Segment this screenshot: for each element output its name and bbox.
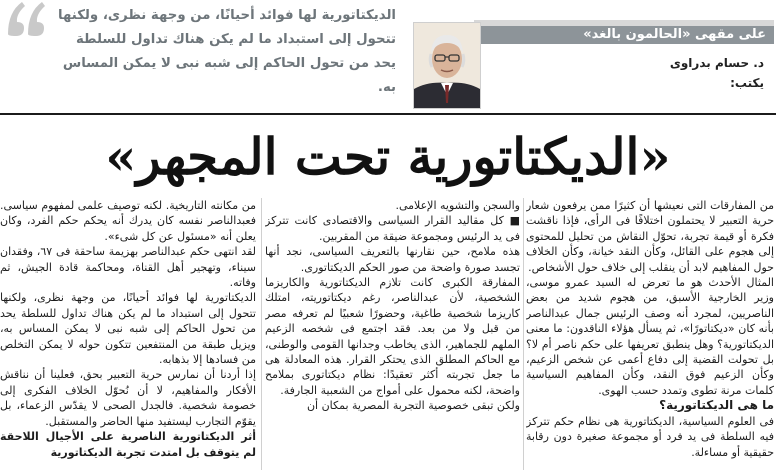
paragraph: فى العلوم السياسية، الديكتاتورية هى نظام حكم تتركز فيه السلطة فى يد فرد أو مجموعة صغيرة دون رقابة حقيقية أو مساءلة. [526,414,774,459]
column-title-banner [474,20,774,44]
column-rule [261,198,262,470]
paragraph: المفارقة الكبرى كانت تلازم الديكتاتورية والكاريزما الشخصية، لأن عبدالناصر، رغم ديكتاتوريته، امتلك كاريزما شخصية طاغية، وحضورًا شعبيًا لم تعرفه مصر من قبل ولا من بعد. فقد اجتمع فى شخصه الزعيم الملهم للجماهير، الذى يخاطب وجدانها القومى والوطنى، مع الحاكم المطلق الذى يحتكر القرار. هذه المعادلة هى ما جعل تجربته أكثر تعقيدًا: نظام ديكتاتورى بملامح واضحة، لكنه محمول على أمواج من الشعبية الجارفة. [265,276,520,397]
column-rule [523,198,524,470]
paragraph: إذا أردنا أن نمارس حرية التعبير بحق، فعلينا أن نناقش الأفكار والمفاهيم، لا أن نُحوّل الخلاف الفكرى إلى خصومة شخصية. فالجدل الصحى لا يقدّس الزعماء، بل يقوّم التجارب ليستفيد منها الحاضر والمستقبل. [0,368,256,428]
headline: «الديكتاتورية تحت المجهر» [105,127,671,186]
author-photo [413,22,481,109]
column-title: على مقهى «الحالمون بالغد» [583,27,766,42]
paragraph: الديكتاتورية لها فوائد أحيانًا، من وجهة نظرى، ولكنها تتحول إلى استبداد ما لم يكن هناك تداول للسلطة يحد من تحول الحاكم إلى شبه نبى لا يمكن المساس به، ويزيل طبقة من المنتفعين تتكون حوله لا يمكن التخلص من فسادها إلا بذهابه. [0,291,256,367]
header-divider [0,113,776,115]
paragraph: لقد انتهى حكم عبدالناصر بهزيمة ساحقة فى ٦٧، وفقدان سيناء، وتهجير أهل القناة، ومحاكمة قادة الجيش، ثم وفاته. [0,245,256,290]
paragraph: من المفارقات التى نعيشها أن كثيرًا ممن يرفعون شعار حرية التعبير لا يحتملون اختلافًا فى الرأى، فإذا ناقشت فكرة أو قيمة تجربة، تحوّل النقاش من تحليل للمحتوى إلى هجوم على القائل، وكأن النقد خيانة، وكأن الخلاف حول المفاهيم لابد أن ينقلب إلى خلاف حول الأشخاص. [526,199,774,274]
paragraph: ■ كل مقاليد القرار السياسى والاقتصادى كانت تتركز فى يد الرئيس ومجموعة ضيقة من المقربين. [265,214,520,243]
paragraph: ولكن تبقى خصوصية التجربة المصرية بمكان أن [306,399,520,413]
author-name: د. حسام بدراوى [669,56,764,70]
pull-quote-line: الديكتاتورية لها فوائد أحيانًا، من وجهة نظرى، ولكنها [58,8,396,23]
article-column-middle [265,198,520,470]
paragraph: والسجن والتشويه الإعلامى. [395,199,520,212]
author-portrait-image [414,23,480,108]
paragraph: هذه ملامح، حين نقارنها بالتعريف السياسى، نجد أنها تجسد صورة واضحة من صور الحكم الديكتاتورى. [265,245,520,274]
paragraph: أثر الديكتاتورية الناصرية على الأجيال اللاحقة لم يتوقف بل امتدت تجربة الديكتاتورية [0,430,256,459]
article-column-right [526,198,774,470]
subheading: ما هى الديكتاتورية؟ [659,398,774,413]
article-column-left [0,198,256,470]
paragraph: المثال الأحدث هو ما تعرض له السيد عمرو موسى، وزير الخارجية الأسبق، من هجوم شديد من بعض الناصريين، لمجرد أنه وصف الرئيس جمال عبدالناصر بأنه كان «ديكتاتورًا»، ثم يسأل هؤلاء الناقدون: ما معنى الديكتاتورية؟ وهل ينطبق تعريفها على حكم ناصر أم لا؟ بل تحولت القضية إلى دفاع أعمى عن شخص الزعيم، وكأن الزعيم فوق النقد، وكأن المفاهيم السياسية كلمات مرنة تطوى وتمدد حسب الهوى. [526,276,774,397]
paragraph: من مكانته التاريخية. لكنه توصيف علمى لمفهوم سياسى. فعبدالناصر نفسه كان يدرك أنه يحكم حكم الفرد، وكان يعلن أنه «مسئول عن كل شىء». [0,199,256,243]
pull-quote-line: تتحول إلى استبداد ما لم يكن هناك تداول للسلطة [75,32,396,47]
quote-mark-icon [4,0,48,44]
pull-quote [56,4,396,100]
writes-label: يكتب: [730,76,764,90]
pull-quote-line: يحد من تحول الحاكم إلى شبه نبى لا يمكن المساس به. [62,56,396,95]
